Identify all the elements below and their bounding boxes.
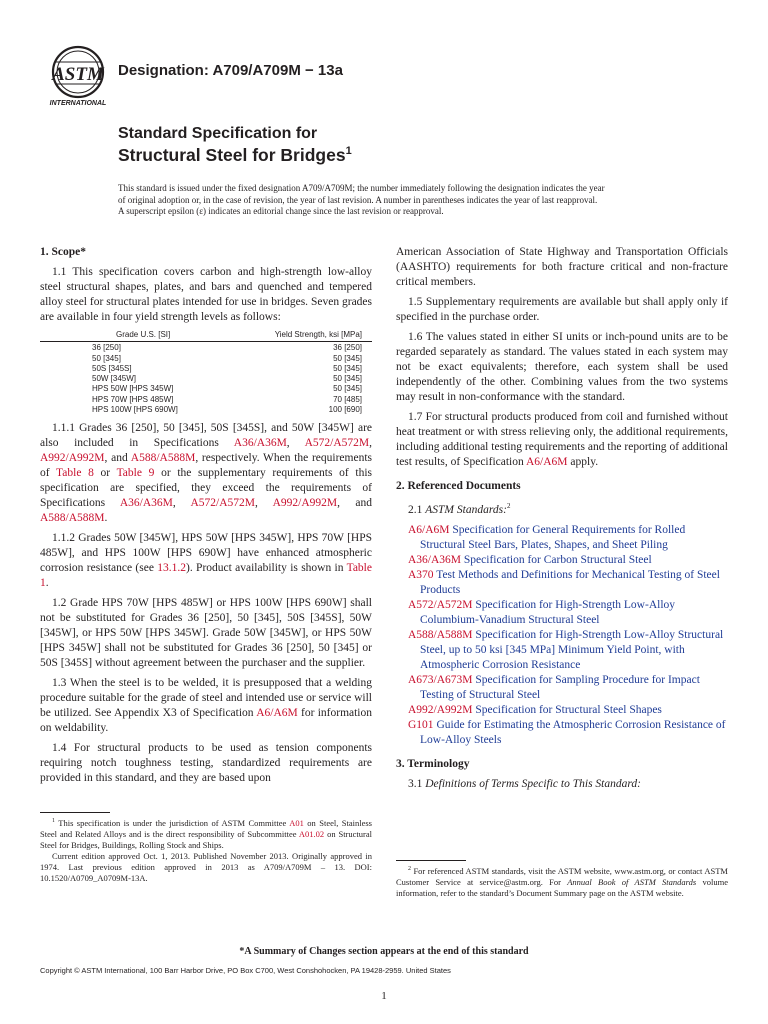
- text: , and: [104, 452, 131, 465]
- grade-col-header: Grade U.S. [SI]: [116, 330, 171, 339]
- para-1-2: 1.2 Grade HPS 70W [HPS 485W] or HPS 100W [HPS 690W] shall not be substituted for Grades 36 [250], 50 [345], 50S [345S], 50W [345W], or HPS 50W [HPS 345W]. Grade 50W [345W], or HPS 50W [HPS 345W] shall not be substituted for Grades 36 [250], 50 [345] or 50S [345S] without agreement between the purchaser and the supplier.: [40, 597, 372, 670]
- yield-cell: 70 [485]: [333, 394, 362, 404]
- text: ,: [286, 437, 305, 450]
- yield-cell: 50 [345]: [333, 353, 362, 363]
- text: on Steel, Stainless Steel and Related Alloys and is the direct responsibility of Subcommittee: [40, 817, 372, 839]
- reference-code[interactable]: A6/A6M: [408, 523, 450, 536]
- grade-cell: HPS 100W [HPS 690W]: [92, 405, 178, 415]
- para-1-1-2: [40, 531, 372, 591]
- title-footnote-mark: 1: [345, 145, 352, 158]
- section-heading-terminology: 3. Terminology: [396, 757, 470, 770]
- designation: Designation: A709/A709M − 13a: [118, 62, 343, 79]
- link-table-1[interactable]: Table 1: [40, 562, 372, 590]
- text: 2.1: [408, 503, 426, 516]
- para-3-1: [396, 777, 728, 792]
- grade-cell: HPS 50W [HPS 345W]: [92, 384, 174, 394]
- title-line-1: Standard Specification for: [118, 125, 318, 142]
- grade-cell: 50W [345W]: [92, 374, 137, 384]
- reference-item[interactable]: [408, 598, 728, 628]
- reference-item[interactable]: [408, 718, 728, 748]
- footnote-mark: 1: [52, 818, 55, 824]
- text: volume information, refer to the standard’s Document Summary page on the ASTM website.: [396, 876, 728, 898]
- intro-note: [118, 183, 678, 218]
- reference-code[interactable]: A36/A36M: [408, 553, 462, 566]
- footnote-rule: [40, 812, 110, 813]
- footnote-mark: 2: [506, 502, 511, 510]
- reference-title[interactable]: Specification for Sampling Procedure for Impact Testing of Structural Steel: [420, 673, 700, 701]
- copyright: Copyright © ASTM International, 100 Barr Harbor Drive, PO Box C700, West Conshohocken, PA 19428-2959. United States: [40, 966, 451, 975]
- para-1-1: 1.1 This specification covers carbon and high-strength low-alloy steel structural shapes, plates, and bars and quenched and tempered alloy steel for structural plates intended for use in bridges. Seven grades are available in four yield strength levels as follows:: [40, 266, 372, 323]
- text: 1.7 For structural products produced from coil and furnished without heat treatment or with stress relieving only, the additional requirements, including additional testing requirements and the reporting of additional test results, of Specification: [396, 411, 728, 468]
- footnote-2: [396, 864, 728, 899]
- reference-code[interactable]: A588/A588M: [408, 628, 473, 641]
- text: ,: [255, 497, 273, 510]
- link-table-8[interactable]: Table 8: [56, 467, 94, 480]
- grade-cell: HPS 70W [HPS 485W]: [92, 394, 174, 404]
- text: For referenced ASTM standards, visit the ASTM website, www.astm.org, or contact ASTM Customer Service at service@astm.org. For: [396, 865, 728, 887]
- reference-item[interactable]: [408, 703, 728, 718]
- para-1-4-cont: American Association of State Highway and Transportation Officials (AASHTO) requirements for both fracture critical and non-fracture critical members.: [396, 246, 728, 288]
- reference-code[interactable]: G101: [408, 718, 434, 731]
- astm-logo: [44, 44, 112, 110]
- grade-table-row: [40, 374, 372, 384]
- reference-item[interactable]: [408, 523, 728, 553]
- reference-item[interactable]: [408, 628, 728, 673]
- yield-cell: 36 [250]: [333, 343, 362, 353]
- link-a572[interactable]: A572/A572M: [190, 497, 256, 510]
- grade-table-row: [40, 395, 372, 405]
- text: ,: [172, 497, 191, 510]
- text: , and: [337, 497, 372, 510]
- reference-item[interactable]: [408, 673, 728, 703]
- title-line-2: [118, 144, 678, 166]
- reference-title[interactable]: Specification for Carbon Structural Steel: [463, 553, 652, 566]
- link-a572[interactable]: A572/A572M: [304, 437, 370, 450]
- grade-cell: 36 [250]: [92, 343, 121, 353]
- link-subcommittee-a01-02[interactable]: A01.02: [298, 828, 325, 839]
- grade-table-body: [40, 343, 372, 415]
- reference-title[interactable]: Test Methods and Definitions for Mechanical Testing of Steel Products: [420, 568, 720, 596]
- astm-standards-label: ASTM Standards:: [425, 503, 507, 516]
- link-a588[interactable]: A588/A588M: [40, 512, 105, 525]
- text: on Structural Steel for Bridges, Buildings, Rolling Stock and Ships.: [40, 828, 372, 850]
- yield-cell: 50 [345]: [333, 363, 362, 373]
- para-1-5: 1.5 Supplementary requirements are available but shall apply only if specified in the purchase order.: [396, 296, 728, 323]
- footnote-mark: 2: [408, 866, 411, 872]
- title-text: Structural Steel for Bridges: [118, 145, 346, 165]
- link-a588[interactable]: A588/A588M: [130, 452, 196, 465]
- intro-line: of original adoption or, in the case of revision, the year of last revision. A number in parentheses indicates the year of last reapproval.: [118, 194, 598, 205]
- summary-note: *A Summary of Changes section appears at the end of this standard: [239, 946, 529, 957]
- para-2-1: [396, 499, 728, 518]
- text: Annual Book of ASTM Standards: [567, 876, 697, 887]
- yield-cell: 50 [345]: [333, 384, 362, 394]
- link-table-9[interactable]: Table 9: [116, 467, 155, 480]
- text: .: [104, 512, 108, 525]
- intro-line: A superscript epsilon (ε) indicates an editorial change since the last revision or reapproval.: [118, 206, 444, 216]
- footnote-1-para: [40, 816, 372, 851]
- text: apply.: [567, 456, 599, 468]
- section-heading-referenced: 2. Referenced Documents: [396, 480, 521, 492]
- left-column: [40, 245, 372, 791]
- grade-table-header: [40, 330, 372, 342]
- text: ). Product availability is shown in: [186, 562, 347, 575]
- grade-cell: 50 [345]: [92, 353, 121, 363]
- reference-title[interactable]: Specification for High-Strength Low-Alloy Structural Steel, up to 50 ksi [345 MPa] Minimum Yield Point, with Atmospheric Corrosion Resistance: [420, 628, 724, 671]
- grade-table: [40, 330, 372, 415]
- text: This specification is under the jurisdiction of ASTM Committee: [55, 817, 290, 828]
- reference-code[interactable]: A370: [408, 568, 434, 581]
- link-a6[interactable]: A6/A6M: [526, 456, 568, 468]
- link-a36[interactable]: A36/A36M: [233, 437, 287, 450]
- footnote-1-approval: Current edition approved Oct. 1, 2013. Published November 2013. Originally approved in 1974. Last previous edition approved in 2013 as A709/A709M – 13. DOI: 10.1520/A0709_A0709M-13A.: [40, 850, 372, 883]
- footnote-1: [40, 816, 372, 884]
- text: 1.3 When the steel is to be welded, it is presupposed that a welding procedure suitable for the grade of steel and intended use or service will be utilized. See Appendix X3 of Specification: [40, 677, 372, 720]
- grade-table-row: [40, 384, 372, 394]
- logo-text: INTERNATIONAL: [49, 100, 107, 107]
- footnote-2-para: [396, 864, 728, 899]
- para-1-4: 1.4 For structural products to be used as tension components requiring notch toughness testing, standardized requirements are provided in this standard, and they are based upon: [40, 742, 372, 785]
- link-a36[interactable]: A36/A36M: [119, 497, 173, 510]
- yield-col-header: Yield Strength, ksi [MPa]: [274, 330, 362, 339]
- reference-code[interactable]: A992/A992M: [408, 703, 473, 716]
- grade-table-row: [40, 405, 372, 415]
- reference-code[interactable]: A673/A673M: [408, 673, 473, 686]
- grade-cell: 50S [345S]: [92, 363, 132, 373]
- grade-table-row: [40, 354, 372, 364]
- link-a6[interactable]: A6/A6M: [256, 707, 298, 720]
- reference-title[interactable]: Specification for High-Strength Low-Alloy Columbium-Vanadium Structural Steel: [420, 598, 676, 626]
- text: ,: [369, 437, 372, 450]
- reference-item[interactable]: [408, 568, 728, 598]
- text: or: [93, 467, 117, 480]
- link-a992[interactable]: A992/A992M: [40, 452, 105, 465]
- para-1-3: [40, 676, 372, 736]
- para-1-7: [396, 410, 728, 470]
- reference-title[interactable]: Specification for Structural Steel Shapes: [475, 703, 662, 716]
- title-block: [118, 124, 678, 166]
- link-committee-a01[interactable]: A01: [289, 817, 304, 828]
- para-1-6: 1.6 The values stated in either SI units or inch-pound units are to be regarded separately as standard. The values stated in each system may not be exact equivalents; therefore, each system shall be used independently of the other. Combining values from the two systems may result in non-conformance with the standard.: [396, 331, 728, 403]
- reference-title[interactable]: Specification for General Requirements for Rolled Structural Steel Bars, Plates, Shapes, and Sheet Piling: [420, 523, 686, 551]
- reference-list: [408, 523, 728, 748]
- text: 1.1.2 Grades 50W [345W], HPS 50W [HPS 345W], HPS 70W [HPS 485W], and HPS 100W [HPS 690W] have enhanced atmospheric corrosion resistance (see: [40, 532, 372, 575]
- text: or the supplementary requirements of this specification are specified, they exceed the requirements of Specifications: [40, 467, 372, 510]
- intro-line: This standard is issued under the fixed designation A709/A709M; the number immediately following the designation indicates the year: [118, 183, 605, 193]
- svg-text:ASTM: ASTM: [52, 64, 104, 85]
- reference-title[interactable]: Guide for Estimating the Atmospheric Corrosion Resistance of Low-Alloy Steels: [420, 718, 726, 746]
- text: .: [45, 577, 49, 590]
- link-13-1-2[interactable]: 13.1.2: [157, 562, 187, 575]
- definitions-label: Definitions of Terms Specific to This Standard:: [425, 777, 641, 790]
- grade-table-row: [40, 364, 372, 374]
- text: 1.1.1 Grades 36 [250], 50 [345], 50S [345S], and 50W [345W] are also included in Specifications: [40, 422, 372, 450]
- right-column: [396, 245, 728, 797]
- text: , respectively. When the requirements of: [40, 452, 372, 480]
- reference-code[interactable]: A572/A572M: [408, 598, 473, 611]
- para-1-1-1: [40, 421, 372, 526]
- grade-table-row: [40, 343, 372, 353]
- link-a992[interactable]: A992/A992M: [272, 497, 338, 510]
- section-heading-scope: 1. Scope*: [40, 246, 86, 258]
- yield-cell: 100 [690]: [328, 405, 362, 415]
- page-number: 1: [381, 990, 387, 1002]
- footnote-rule: [396, 860, 466, 861]
- text: for information on weldability.: [40, 707, 373, 735]
- reference-item[interactable]: [408, 553, 728, 568]
- yield-cell: 50 [345]: [333, 374, 362, 384]
- text: 3.1: [408, 777, 426, 790]
